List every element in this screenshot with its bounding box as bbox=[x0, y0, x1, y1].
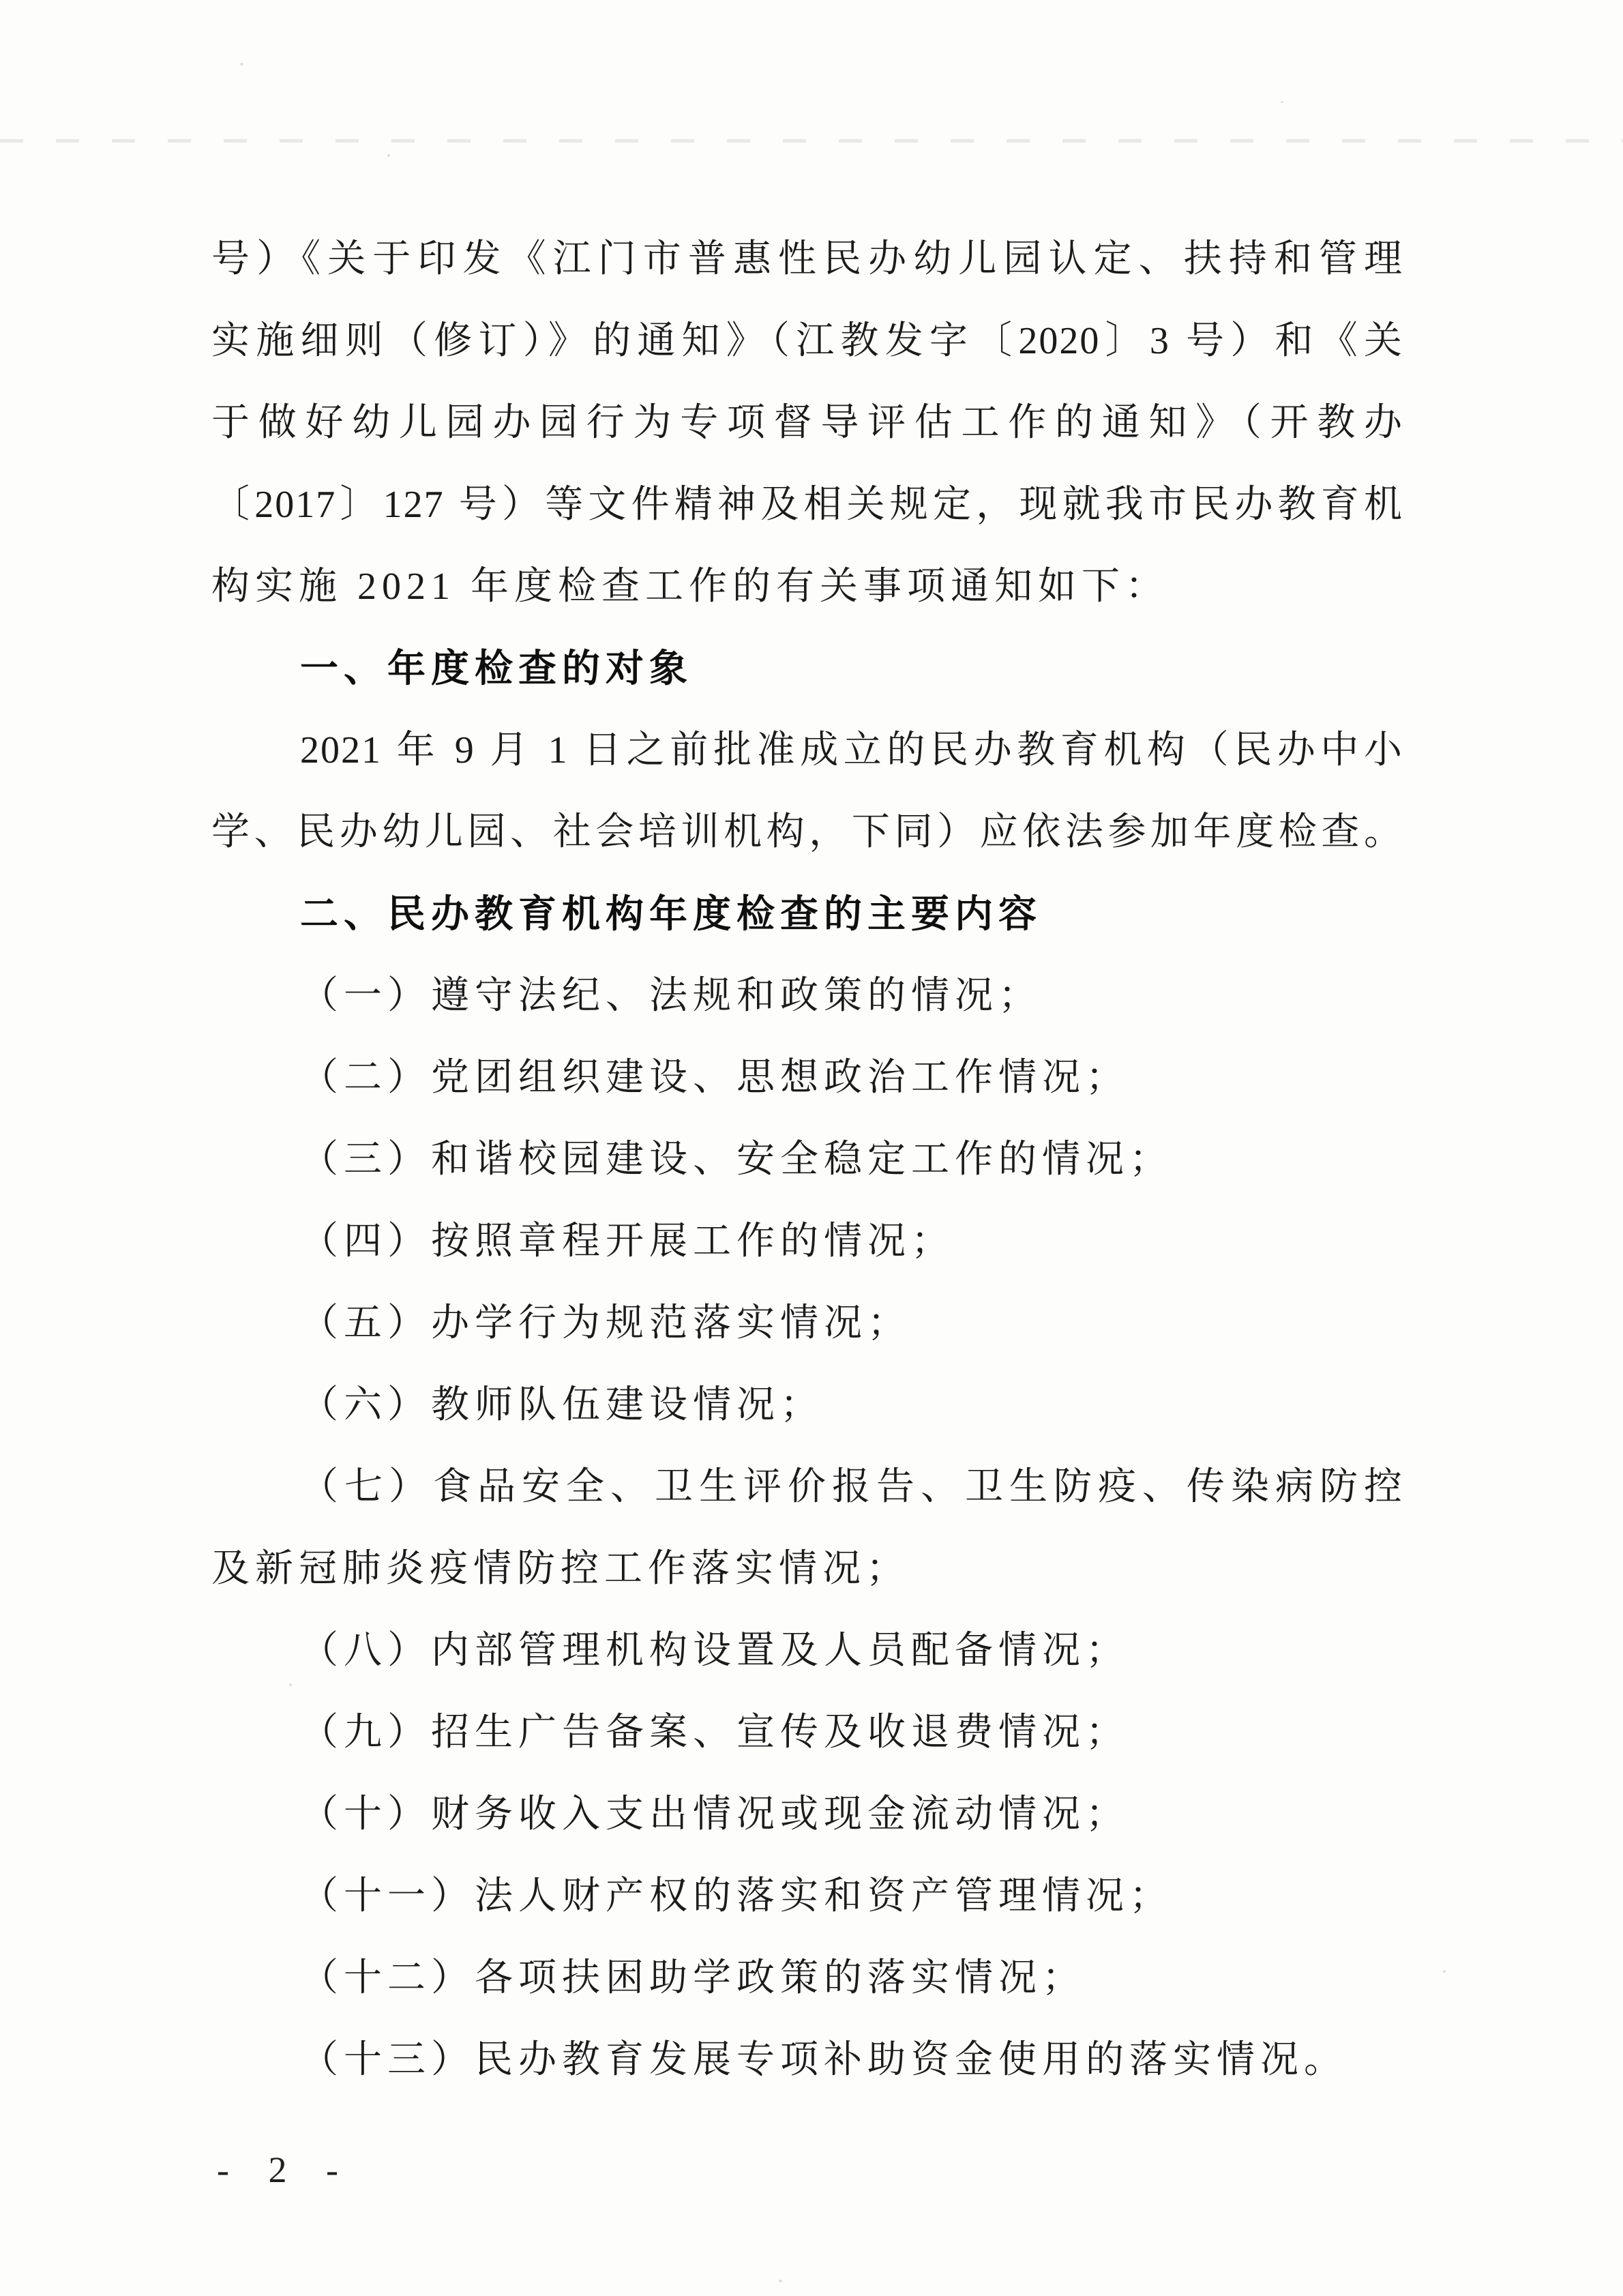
text-line: 学、民办幼儿园、社会培训机构，下同）应依法参加年度检查。 bbox=[211, 811, 1403, 853]
text-line: （一）遵守法纪、法规和政策的情况； bbox=[300, 975, 1042, 1017]
text-line: （六）教师队伍建设情况； bbox=[300, 1384, 824, 1426]
text-line: （七）食品安全、卫生评价报告、卫生防疫、传染病防控 bbox=[300, 1466, 1403, 1508]
text-line: （四）按照章程开展工作的情况； bbox=[300, 1220, 955, 1263]
text-line: （九）招生广告备案、宣传及收退费情况； bbox=[300, 1711, 1129, 1754]
text-line: （二）党团组织建设、思想政治工作情况； bbox=[300, 1057, 1129, 1099]
text-line: 〔2017〕127 号）等文件精神及相关规定，现就我市民办教育机 bbox=[211, 484, 1403, 526]
scan-artifact-line bbox=[0, 139, 1623, 143]
text-line: （十一）法人财产权的落实和资产管理情况； bbox=[300, 1875, 1173, 1917]
section-heading-line: 二、民办教育机构年度检查的主要内容 bbox=[300, 892, 1042, 935]
text-line: 2021 年 9 月 1 日之前批准成立的民办教育机构（民办中小 bbox=[300, 729, 1403, 771]
text-line: （三）和谐校园建设、安全稳定工作的情况； bbox=[300, 1138, 1173, 1181]
text-line: 构实施 2021 年度检查工作的有关事项通知如下： bbox=[211, 565, 1169, 608]
text-line: 于做好幼儿园办园行为专项督导评估工作的通知》（开教办 bbox=[211, 402, 1403, 444]
text-line: 实施细则（修订）》的通知》（江教发字〔2020〕3 号）和《关 bbox=[211, 320, 1403, 362]
scan-speck bbox=[1443, 1970, 1446, 1973]
text-line: 号）《关于印发《江门市普惠性民办幼儿园认定、扶持和管理 bbox=[211, 238, 1403, 280]
scan-speck bbox=[779, 2280, 782, 2282]
scan-speck bbox=[387, 154, 390, 157]
document-body bbox=[211, 218, 1403, 2101]
text-line: （十三）民办教育发展专项补助资金使用的落实情况。 bbox=[300, 2039, 1347, 2081]
section-heading-line: 一、年度检查的对象 bbox=[300, 647, 693, 690]
page-number: - 2 - bbox=[217, 2149, 349, 2190]
text-line: （十）财务收入支出情况或现金流动情况； bbox=[300, 1793, 1129, 1836]
text-line: 及新冠肺炎疫情防控工作落实情况； bbox=[211, 1548, 910, 1590]
text-line: （八）内部管理机构设置及人员配备情况； bbox=[300, 1630, 1129, 1672]
scan-speck bbox=[1281, 101, 1283, 103]
text-line: （五）办学行为规范落实情况； bbox=[300, 1302, 911, 1344]
text-line: （十二）各项扶困助学政策的落实情况； bbox=[300, 1957, 1086, 1999]
scan-speck bbox=[240, 63, 243, 65]
